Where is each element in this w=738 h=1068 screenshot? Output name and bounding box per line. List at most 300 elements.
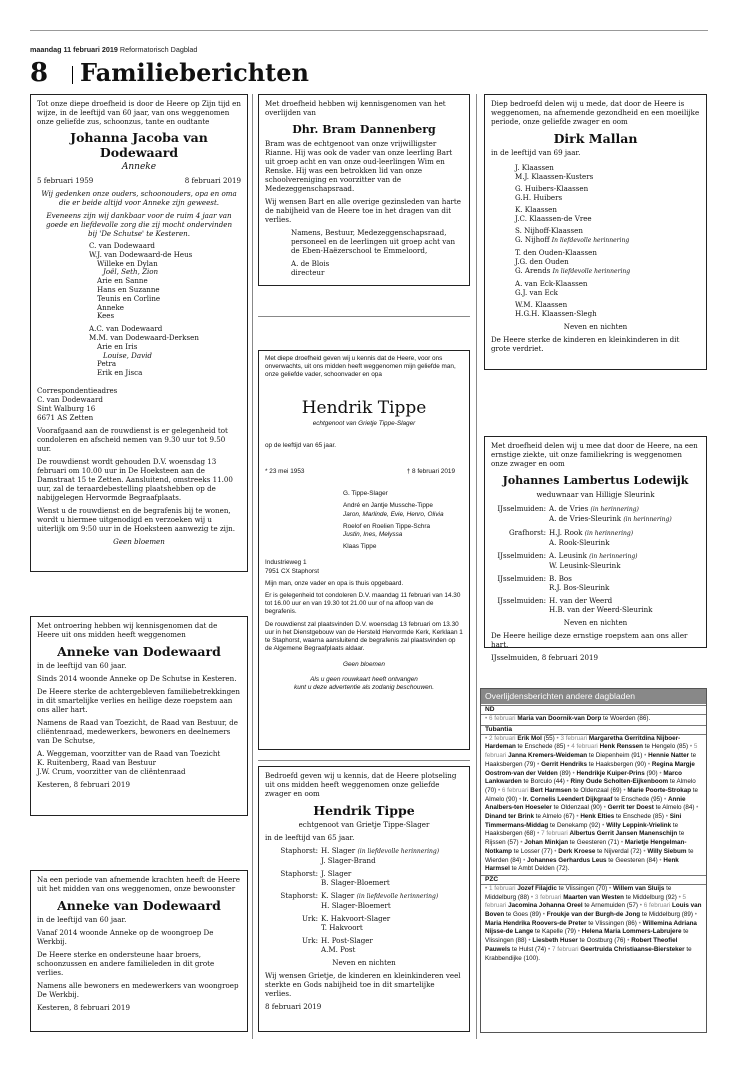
family-group xyxy=(515,248,700,276)
family-place: Urk: xyxy=(301,914,318,923)
tippe2-intro: Bedroefd geven wij u kennis, dat de Heere plotseling uit ons midden heeft weggenomen onze geliefde zwager en oom xyxy=(265,771,457,798)
family-member-name: H.J. Rook xyxy=(549,528,583,537)
family-member-name: J.G. den Ouden xyxy=(515,257,569,266)
dirk-name: Dirk Mallan xyxy=(553,131,638,146)
family-place: Urk: xyxy=(301,936,318,945)
family-group xyxy=(515,163,700,181)
family-member xyxy=(549,528,700,538)
family-member: Louise, David xyxy=(103,350,152,360)
family-member: Joël, Seth, Zion xyxy=(103,267,159,277)
paper-section-label: ND xyxy=(481,705,706,715)
signer: J.W. Crum, voorzitter van de cliëntenraad xyxy=(37,767,186,776)
tippe2-age: in de leeftijd van 65 jaar. xyxy=(265,833,355,842)
signer: directeur xyxy=(291,268,325,277)
entry-rest: te Oldenzaal (69) xyxy=(571,786,622,794)
entry-rest: te Almelo (84) xyxy=(653,804,695,812)
obituary-dirk xyxy=(484,94,707,370)
family-member xyxy=(515,172,700,181)
column-rule xyxy=(476,94,477,1039)
family-place: IJsselmuiden: xyxy=(497,551,546,560)
family-group xyxy=(265,914,463,932)
anneke2-place: Kesteren, 8 februari 2019 xyxy=(37,1003,130,1012)
family-member-name: H.B. van der Weerd-Sleurink xyxy=(549,605,653,614)
family-member: Klaas Tippe xyxy=(343,543,377,551)
entry-date: 3 februari xyxy=(534,893,564,901)
family-member xyxy=(515,248,700,257)
entry-name: Hendrikje Kuiper-Prins xyxy=(576,769,645,777)
dirk-nephews: Neven en nichten xyxy=(563,322,628,331)
bullet-icon: • xyxy=(496,786,502,794)
tippe1-sub: echtgenoot van Grietje Tippe-Slager xyxy=(312,419,416,427)
corr-line: 6671 AS Zetten xyxy=(37,412,94,422)
page-number: 8 xyxy=(30,58,49,88)
bullet-icon: • xyxy=(657,769,664,777)
bram-p1: Bram was de echtgenoot van onze vrijwilligster Rianne. Hij was ook de vader van onze leerling Bart uit groep acht en van onze oud-leerlingen Wim en Renske. Hij was een betrokken lid van onze schoolvereniging en voorzitter van de Medezeggenschapsraad. xyxy=(265,139,453,193)
family-group xyxy=(515,300,700,318)
family-member-note: (in herinnering) xyxy=(623,516,672,523)
johanna-nickname: Anneke xyxy=(121,162,157,172)
bullet-icon: • xyxy=(621,786,628,794)
paper-section-label: PZC xyxy=(481,875,706,885)
johannes-place: IJsselmuiden, 8 februari 2019 xyxy=(491,653,599,662)
family-member: Kees xyxy=(97,311,115,321)
bullet-icon: • xyxy=(546,945,552,953)
family-member xyxy=(515,300,700,309)
entry-name: Geertruida Christiaanse-Biersteker xyxy=(580,945,685,953)
family-member: Anneke xyxy=(97,302,124,312)
family-member xyxy=(321,869,463,878)
bullet-icon: • xyxy=(676,893,683,901)
family-group xyxy=(491,528,700,547)
family-member-name: J.C. Klaassen-de Vree xyxy=(515,214,592,223)
entry-rest: te Vlissingen (88) xyxy=(485,928,689,945)
family-member-name: B. Slager-Bloemert xyxy=(321,878,390,887)
bullet-icon: • xyxy=(625,937,632,945)
bullet-icon: • xyxy=(570,769,577,777)
family-member: Justin, Ines, Melyssa xyxy=(343,531,403,539)
entry-rest: te Almelo (67) xyxy=(533,813,575,821)
family-group xyxy=(491,504,700,524)
entry-rest: te Borculo (44) xyxy=(521,778,565,786)
johannes-intro: Met droefheid delen wij u mee dat door de Heere, na een ernstige ziekte, uit onze familiekring is weggenomen onze zwager en oom xyxy=(491,441,698,468)
bullet-icon: • xyxy=(526,937,533,945)
family-member xyxy=(515,279,700,288)
family-member-note: (in herinnering) xyxy=(584,530,634,537)
family-member xyxy=(515,214,700,223)
family-member xyxy=(321,891,463,901)
entry-name: Marietje Hengelman-Notkamp xyxy=(485,839,687,855)
entry-date: 7 februari xyxy=(541,830,570,838)
family-place xyxy=(265,856,321,865)
family-member xyxy=(549,574,700,583)
dirk-age: in de leeftijd van 69 jaar. xyxy=(491,148,581,157)
bullet-icon: • xyxy=(607,884,613,892)
anneke2-p1: Vanaf 2014 woonde Anneke op de woongroep De Werkbij. xyxy=(37,928,214,946)
entry-name: Dinand ter Brink xyxy=(485,813,534,821)
family-place xyxy=(265,945,321,954)
tippe1-family xyxy=(265,490,463,551)
family-member-name: G.H. Huibers xyxy=(515,193,563,202)
entry-rest: te Losser (77) xyxy=(511,847,553,855)
johannes-name: Johannes Lambertus Lodewijk xyxy=(502,474,689,487)
corr-line: Sint Walburg 16 xyxy=(37,403,96,413)
entry-rest: te Geesteren (84) xyxy=(606,856,658,864)
bullet-icon: • xyxy=(576,928,582,936)
family-group xyxy=(515,205,700,223)
family-member-name: W.M. Klaassen xyxy=(515,300,568,309)
family-member-name: J. Slager-Brand xyxy=(321,856,376,865)
obituary-anneke-schutse xyxy=(30,616,248,816)
family-member: Erik en Jisca xyxy=(97,368,143,378)
family-member xyxy=(321,856,463,865)
family-member-name: H.G.H. Klaassen-Slegh xyxy=(515,309,597,318)
tippe1-age: op de leeftijd van 65 jaar. xyxy=(265,441,337,449)
bullet-icon: • xyxy=(688,743,694,751)
entry-name: Jozef Filajdic xyxy=(517,884,557,892)
bullet-icon: • xyxy=(637,902,644,910)
entry-date: 6 februari xyxy=(643,902,673,910)
family-member xyxy=(321,945,463,954)
entry-rest: te Oldenzaal (90) xyxy=(551,804,602,812)
bullet-icon: • xyxy=(662,795,668,803)
family-member xyxy=(515,257,700,266)
family-member-name: A. de Vries xyxy=(549,504,589,513)
anneke2-age: in de leeftijd van 60 jaar. xyxy=(37,915,127,924)
address-line: Industrieweg 1 xyxy=(265,559,307,567)
bullet-icon: • xyxy=(693,911,697,919)
bullet-icon: • xyxy=(554,734,561,742)
entry-name: Robert Theofiel Pauwels xyxy=(485,937,678,953)
entry-name: Henk Harmsel xyxy=(485,856,679,873)
family-member-name: T. den Ouden-Klaassen xyxy=(515,248,597,257)
family-member: Willeke en Dylan xyxy=(97,258,158,268)
entry-rest: te Nijverdal (72) xyxy=(595,847,642,855)
family-member xyxy=(549,605,700,614)
family-member xyxy=(549,514,700,524)
family-group xyxy=(491,551,700,570)
entry-name: Margaretha Gerritdina Nijboer-Hardeman xyxy=(485,734,681,751)
entry-rest: te Oostburg (76) xyxy=(577,937,626,945)
entry-rest: (90) xyxy=(644,769,658,777)
anneke1-p1: Sinds 2014 woonde Anneke op De Schutse in Kesteren. xyxy=(37,674,237,683)
entry-name: Helena Maria Lommers-Labrujere xyxy=(581,928,682,936)
family-member-note: In liefdevolle herinnering xyxy=(551,237,630,244)
family-member xyxy=(515,235,700,245)
johanna-thanks: Eveneens zijn wij dankbaar voor de ruim 4 jaar van goede en liefdevolle zorg die zij mocht ondervinden bij 'De Schutse' te Kesteren. xyxy=(45,211,233,238)
johanna-condolence: Voorafgaand aan de rouwdienst is er gelegenheid tot condoleren en afscheid nemen van 9.30 uur tot 9.50 uur. xyxy=(37,425,228,453)
entry-rest: te Haaksbergen (68) xyxy=(485,821,679,838)
family-member xyxy=(321,846,463,856)
family-member: Petra xyxy=(97,359,117,369)
johanna-family xyxy=(89,242,241,378)
bullet-icon: • xyxy=(552,847,559,855)
anneke2-intro: Na een periode van afnemende krachten heeft de Heere uit het midden van ons weggenomen, onze bewoonster xyxy=(37,875,240,893)
family-member xyxy=(515,266,700,276)
bullet-icon: • xyxy=(517,795,523,803)
obituary-bram xyxy=(258,94,470,286)
family-member xyxy=(321,901,463,910)
family-member xyxy=(549,538,700,547)
bullet-icon: • xyxy=(485,715,489,722)
family-member: Arie en Iris xyxy=(97,341,138,351)
family-place xyxy=(265,923,321,932)
bram-p2: Wij wensen Bart en alle overige gezinsleden van harte de nabijheid van de Heere toe in het dragen van dit verlies. xyxy=(265,197,461,224)
entry-name: Johan Minkjan xyxy=(524,839,569,847)
tippe2-sub: echtgenoot van Grietje Tippe-Slager xyxy=(298,820,430,829)
family-place xyxy=(491,605,549,614)
bullet-icon: • xyxy=(518,839,525,847)
entry-rest: te Enschede (85) xyxy=(614,813,664,821)
paper-section-label: Tubantia xyxy=(481,725,706,735)
family-member-name: R.J. Bos-Sleurink xyxy=(549,583,610,592)
johanna-flowers: Geen bloemen xyxy=(113,536,165,546)
entry-name: Gerrit ter Doest xyxy=(607,804,654,812)
family-group xyxy=(515,184,700,202)
entry-name: Hennie Natter xyxy=(648,752,690,760)
johannes-family xyxy=(491,504,700,614)
entry-name: Willem van Sluijs xyxy=(613,884,665,892)
family-member-name: A. de Vries-Sleurink xyxy=(549,514,622,523)
tippe2-p1: Wij wensen Grietje, de kinderen en kleinkinderen veel sterkte en Gods nabijheid toe in dit smartelijke verlies. xyxy=(265,971,461,998)
entry-name: Gerrit Hendriks xyxy=(541,760,587,768)
signer: A. Weggeman, voorzitter van de Raad van Toezicht xyxy=(37,749,221,758)
bram-name: Dhr. Bram Dannenberg xyxy=(292,123,436,136)
signer: A. de Blois xyxy=(291,259,330,268)
entry-rest: te Ambt Delden (72). xyxy=(509,865,570,873)
johanna-born: 5 februari 1959 xyxy=(37,176,94,185)
family-member xyxy=(321,878,463,887)
family-member-note: (in liefdevolle herinnering) xyxy=(356,893,439,900)
entry-name: Henk Renssen xyxy=(599,743,643,751)
johannes-nephews: Neven en nichten xyxy=(563,618,628,627)
bullet-icon: • xyxy=(600,821,607,829)
obituary-tippe-inlaws xyxy=(258,766,470,1032)
top-rule xyxy=(30,30,708,31)
family-member-name: A. Leusink xyxy=(549,551,587,560)
tippe1-note1: Als u geen rouwkaart heeft ontvangen xyxy=(310,675,418,683)
entry-rest: te Enschede (95) xyxy=(612,795,663,803)
johanna-verse: Wij gedenken onze ouders, schoonouders, opa en oma die er beide altijd voor Anneke zijn geweest. xyxy=(41,189,237,207)
family-place: Staphorst: xyxy=(280,846,318,855)
entry-rest: te Kapelle (79) xyxy=(533,928,577,936)
entry-rest: te Hulst (74) xyxy=(510,945,547,953)
entry-rest: te Wierden (84) xyxy=(485,847,694,864)
family-member-name: M.J. Klaassen-Kusters xyxy=(515,172,594,181)
anneke1-name: Anneke van Dodewaard xyxy=(57,644,221,659)
entry-rest: (55) xyxy=(541,734,555,742)
family-group xyxy=(265,936,463,954)
entry-rest: te Diepenheim (91) xyxy=(587,752,643,760)
anneke1-p3: Namens de Raad van Toezicht, de Raad van Bestuur, de cliëntenraad, medewerkers, bewoners en deelnemers van De Schutse, xyxy=(37,718,238,745)
dirk-p1: De Heere sterke de kinderen en kleinkinderen in dit grote verdriet. xyxy=(491,335,680,353)
family-member-name: J. Klaassen xyxy=(515,163,554,172)
entry-rest: te Almelo (70) xyxy=(485,778,696,794)
family-member-note: In liefdevolle herinnering xyxy=(552,268,631,275)
entry-name: Maarten van Westen xyxy=(563,893,624,901)
entry-rest: te Hengelo (85) xyxy=(643,743,689,751)
family-group xyxy=(491,574,700,592)
family-member-name: J. Slager xyxy=(321,869,352,878)
family-group xyxy=(265,891,463,910)
family-member-name: T. Hakvoort xyxy=(321,923,363,932)
entry-name: Bert Harmsen xyxy=(530,786,572,794)
family-member-name: W. Leusink-Sleurink xyxy=(549,561,621,570)
johanna-name: Johanna Jacoba van Dodewaard xyxy=(70,130,208,160)
family-member: André en Jantje Mussche-Tippe xyxy=(343,502,433,510)
family-member: Arie en Sanne xyxy=(97,276,148,286)
entry-date: 5 februari xyxy=(485,743,698,760)
page-header-meta xyxy=(30,45,197,54)
entry-name: Louis van Boven xyxy=(485,902,702,919)
bullet-icon: • xyxy=(485,734,489,742)
family-member-name: S. Nijhoff-Klaassen xyxy=(515,226,583,235)
family-place: Grafhorst: xyxy=(508,528,546,537)
family-place xyxy=(491,583,549,592)
bullet-icon: • xyxy=(565,743,572,751)
bullet-icon: • xyxy=(641,847,648,855)
corr-line: C. van Dodewaard xyxy=(37,394,103,404)
entry-name: Albertus Gerrit Jansen Manenschijn xyxy=(569,830,678,838)
obituary-johanna xyxy=(30,94,248,572)
bullet-icon: • xyxy=(535,760,542,768)
bullet-icon: • xyxy=(601,804,608,812)
family-member: Jaron, Marlinde, Evie, Henro, Olivia xyxy=(343,510,444,518)
title-separator xyxy=(72,66,73,84)
tippe1-born: * 23 mei 1953 xyxy=(265,468,305,476)
family-member-name: H. Slager-Bloemert xyxy=(321,901,391,910)
family-member-name: G. Arends xyxy=(515,266,551,275)
entry-name: Marco Lankwarden xyxy=(485,769,682,786)
family-member-note: (in herinnering) xyxy=(590,506,639,513)
family-member xyxy=(515,309,700,318)
entry-date: 4 februari xyxy=(571,743,600,751)
dirk-family xyxy=(491,163,700,318)
family-member: Roelof en Roelien Tippe-Schra xyxy=(343,522,431,530)
tippe2-name: Hendrik Tippe xyxy=(313,803,415,818)
entry-rest: te Vlissingen (70) xyxy=(556,884,608,892)
family-member: Teunis en Corline xyxy=(97,293,161,303)
tippe1-p1: Er is gelegenheid tot condoleren D.V. maandag 11 februari van 14.30 tot 16.00 uur en van 19.30 tot 21.00 uur of na afloop van de begrafenis. xyxy=(265,592,461,616)
bullet-icon: • xyxy=(485,884,489,892)
family-member: Hans en Suzanne xyxy=(97,284,160,294)
paper-section-body xyxy=(481,885,706,963)
anneke2-p2: De Heere sterke en ondersteune haar broers, schoonzussen en andere familieleden in dit grote verlies. xyxy=(37,950,215,977)
family-member xyxy=(549,504,700,514)
family-member xyxy=(515,226,700,235)
family-member xyxy=(321,914,463,923)
family-group xyxy=(491,596,700,614)
family-place: IJsselmuiden: xyxy=(497,504,546,513)
family-member-name: A. Rook-Sleurink xyxy=(549,538,610,547)
header-paper: Reformatorisch Dagblad xyxy=(119,45,198,54)
family-member-name: G. Huibers-Klaassen xyxy=(515,184,589,193)
address-line: 7951 CX Staphorst xyxy=(265,567,319,575)
family-member xyxy=(515,163,700,172)
family-member-name: K. Klaassen xyxy=(515,205,557,214)
johanna-correspondence xyxy=(37,386,241,422)
anneke1-place: Kesteren, 8 februari 2019 xyxy=(37,780,130,789)
johannes-sub: weduwnaar van Hilligje Sleurink xyxy=(536,490,655,499)
entry-name: Willemina Adriana Nijsse-de Lange xyxy=(485,919,697,936)
family-place: IJsselmuiden: xyxy=(497,574,546,583)
family-member-name: A.M. Post xyxy=(321,945,356,954)
horizontal-rule xyxy=(258,760,470,761)
family-member-note: (in herinnering) xyxy=(589,553,638,560)
family-member xyxy=(549,561,700,570)
entry-name: Janna Kremers-Weideman xyxy=(508,752,588,760)
other-papers-title: Overlijdensberichten andere dagbladen xyxy=(481,689,706,704)
obituary-tippe-family xyxy=(258,350,470,750)
bullet-icon: • xyxy=(619,839,625,847)
family-member xyxy=(515,184,700,193)
entry-date: 2 februari xyxy=(488,734,518,742)
entry-date: 6 februari xyxy=(501,786,531,794)
family-member xyxy=(321,923,463,932)
family-member: C. van Dodewaard xyxy=(89,241,155,250)
entry-rest: te Goes (89) xyxy=(504,911,541,919)
family-group xyxy=(265,869,463,887)
family-member xyxy=(515,193,700,202)
family-member-note: (in liefdevolle herinnering) xyxy=(357,848,440,855)
section-title: Familieberichten xyxy=(80,58,309,87)
anneke1-intro: Met ontroering hebben wij kennisgenomen dat de Heere uit ons midden heeft weggenomen xyxy=(37,621,218,639)
entry-rest: te Rijssen (57) xyxy=(485,830,685,847)
entry-name: Annie Analbers-ten Hoeseler xyxy=(485,795,686,812)
johanna-attend: Wenst u de rouwdienst en de begrafenis bij te wonen, wordt u hiermee uitgenodigd en verzoeken wij u uiterlijk om 9:50 uur in de Hoeksteen aanwezig te zijn. xyxy=(37,505,235,533)
tippe1-name: Hendrik Tippe xyxy=(301,397,427,418)
entry-name: Johannes Gerhardus Leus xyxy=(527,856,607,864)
entry-rest: te Middelburg (92) xyxy=(623,893,677,901)
family-place xyxy=(265,901,321,910)
tippe1-p2: De rouwdienst zal plaatsvinden D.V. woensdag 13 februari om 13.30 uur in het Dienstgebouw van de Hersteld Hervormde Kerk, Kerklaan 1 te Staphorst, waarna aansluitend de begrafenis zal plaatsvinden op de Algemene Begraafplaats aldaar. xyxy=(265,620,463,653)
entry-name: Marie Poorte-Strokap xyxy=(627,786,692,794)
johanna-service: De rouwdienst wordt gehouden D.V. woensdag 13 februari om 10.00 uur in De Hoeksteen aan de Damstraat 15 te Zetten. Aansluitend, omstreeks 11.00 uur, zal de teraardebestelling plaatshebben op de nabijgelegen Hervormde Begraafplaats. xyxy=(37,456,233,502)
obituary-anneke-werkbij xyxy=(30,870,248,1032)
bullet-icon: • xyxy=(535,830,542,838)
family-place: Staphorst: xyxy=(280,869,318,878)
horizontal-rule xyxy=(258,316,470,317)
entry-date: 7 februari xyxy=(551,945,581,953)
entry-name: Sini Timmermans-Middag xyxy=(485,813,682,829)
tippe1-intro: Met diepe droefheid geven wij u kennis dat de Heere, voor ons onverwachts, uit ons midden heeft weggenomen mijn geliefde man, onze geliefde vader, schoonvader en opa xyxy=(265,355,456,379)
entry-rest: te Haaksbergen (79) xyxy=(485,752,697,768)
entry-rest: te Geesteren (71) xyxy=(568,839,620,847)
entry-name: Liesbeth Huser xyxy=(532,937,578,945)
entry-rest: te Middelburg (88) xyxy=(485,884,672,901)
tippe1-died: † 8 februari 2019 xyxy=(406,468,455,476)
family-member-name: H. van der Weerd xyxy=(549,596,613,605)
header-date: maandag 11 februari 2019 xyxy=(30,45,118,54)
entry-date: 3 februari xyxy=(560,734,589,742)
entry-name: Maria Hendrika Roovers-de Preter xyxy=(485,919,587,927)
family-group xyxy=(515,226,700,245)
entry-name: Erik Mol xyxy=(517,734,542,742)
bram-intro: Met droefheid hebben wij kennisgenomen van het overlijden van xyxy=(265,99,446,117)
corr-line: Correspondentieadres xyxy=(37,385,118,395)
family-group xyxy=(515,279,700,297)
dirk-intro: Diep bedroefd delen wij u mede, dat door de Heere is weggenomen, na afnemende gezondheid en een moeilijke periode, onze geliefde zwager en oom xyxy=(491,99,700,126)
bullet-icon: • xyxy=(657,856,664,864)
bullet-icon: • xyxy=(529,893,535,901)
entry-name: Willy Leppink-Vrielink xyxy=(606,821,672,829)
other-papers-panel xyxy=(480,688,707,1033)
family-member: A.C. van Dodewaard xyxy=(89,324,163,334)
family-place xyxy=(491,561,549,570)
family-place: Staphorst: xyxy=(280,891,318,900)
tippe1-p0: Mijn man, onze vader en opa is thuis opgebaard. xyxy=(265,579,404,587)
bullet-icon: • xyxy=(564,778,571,786)
bullet-icon: • xyxy=(663,813,670,821)
